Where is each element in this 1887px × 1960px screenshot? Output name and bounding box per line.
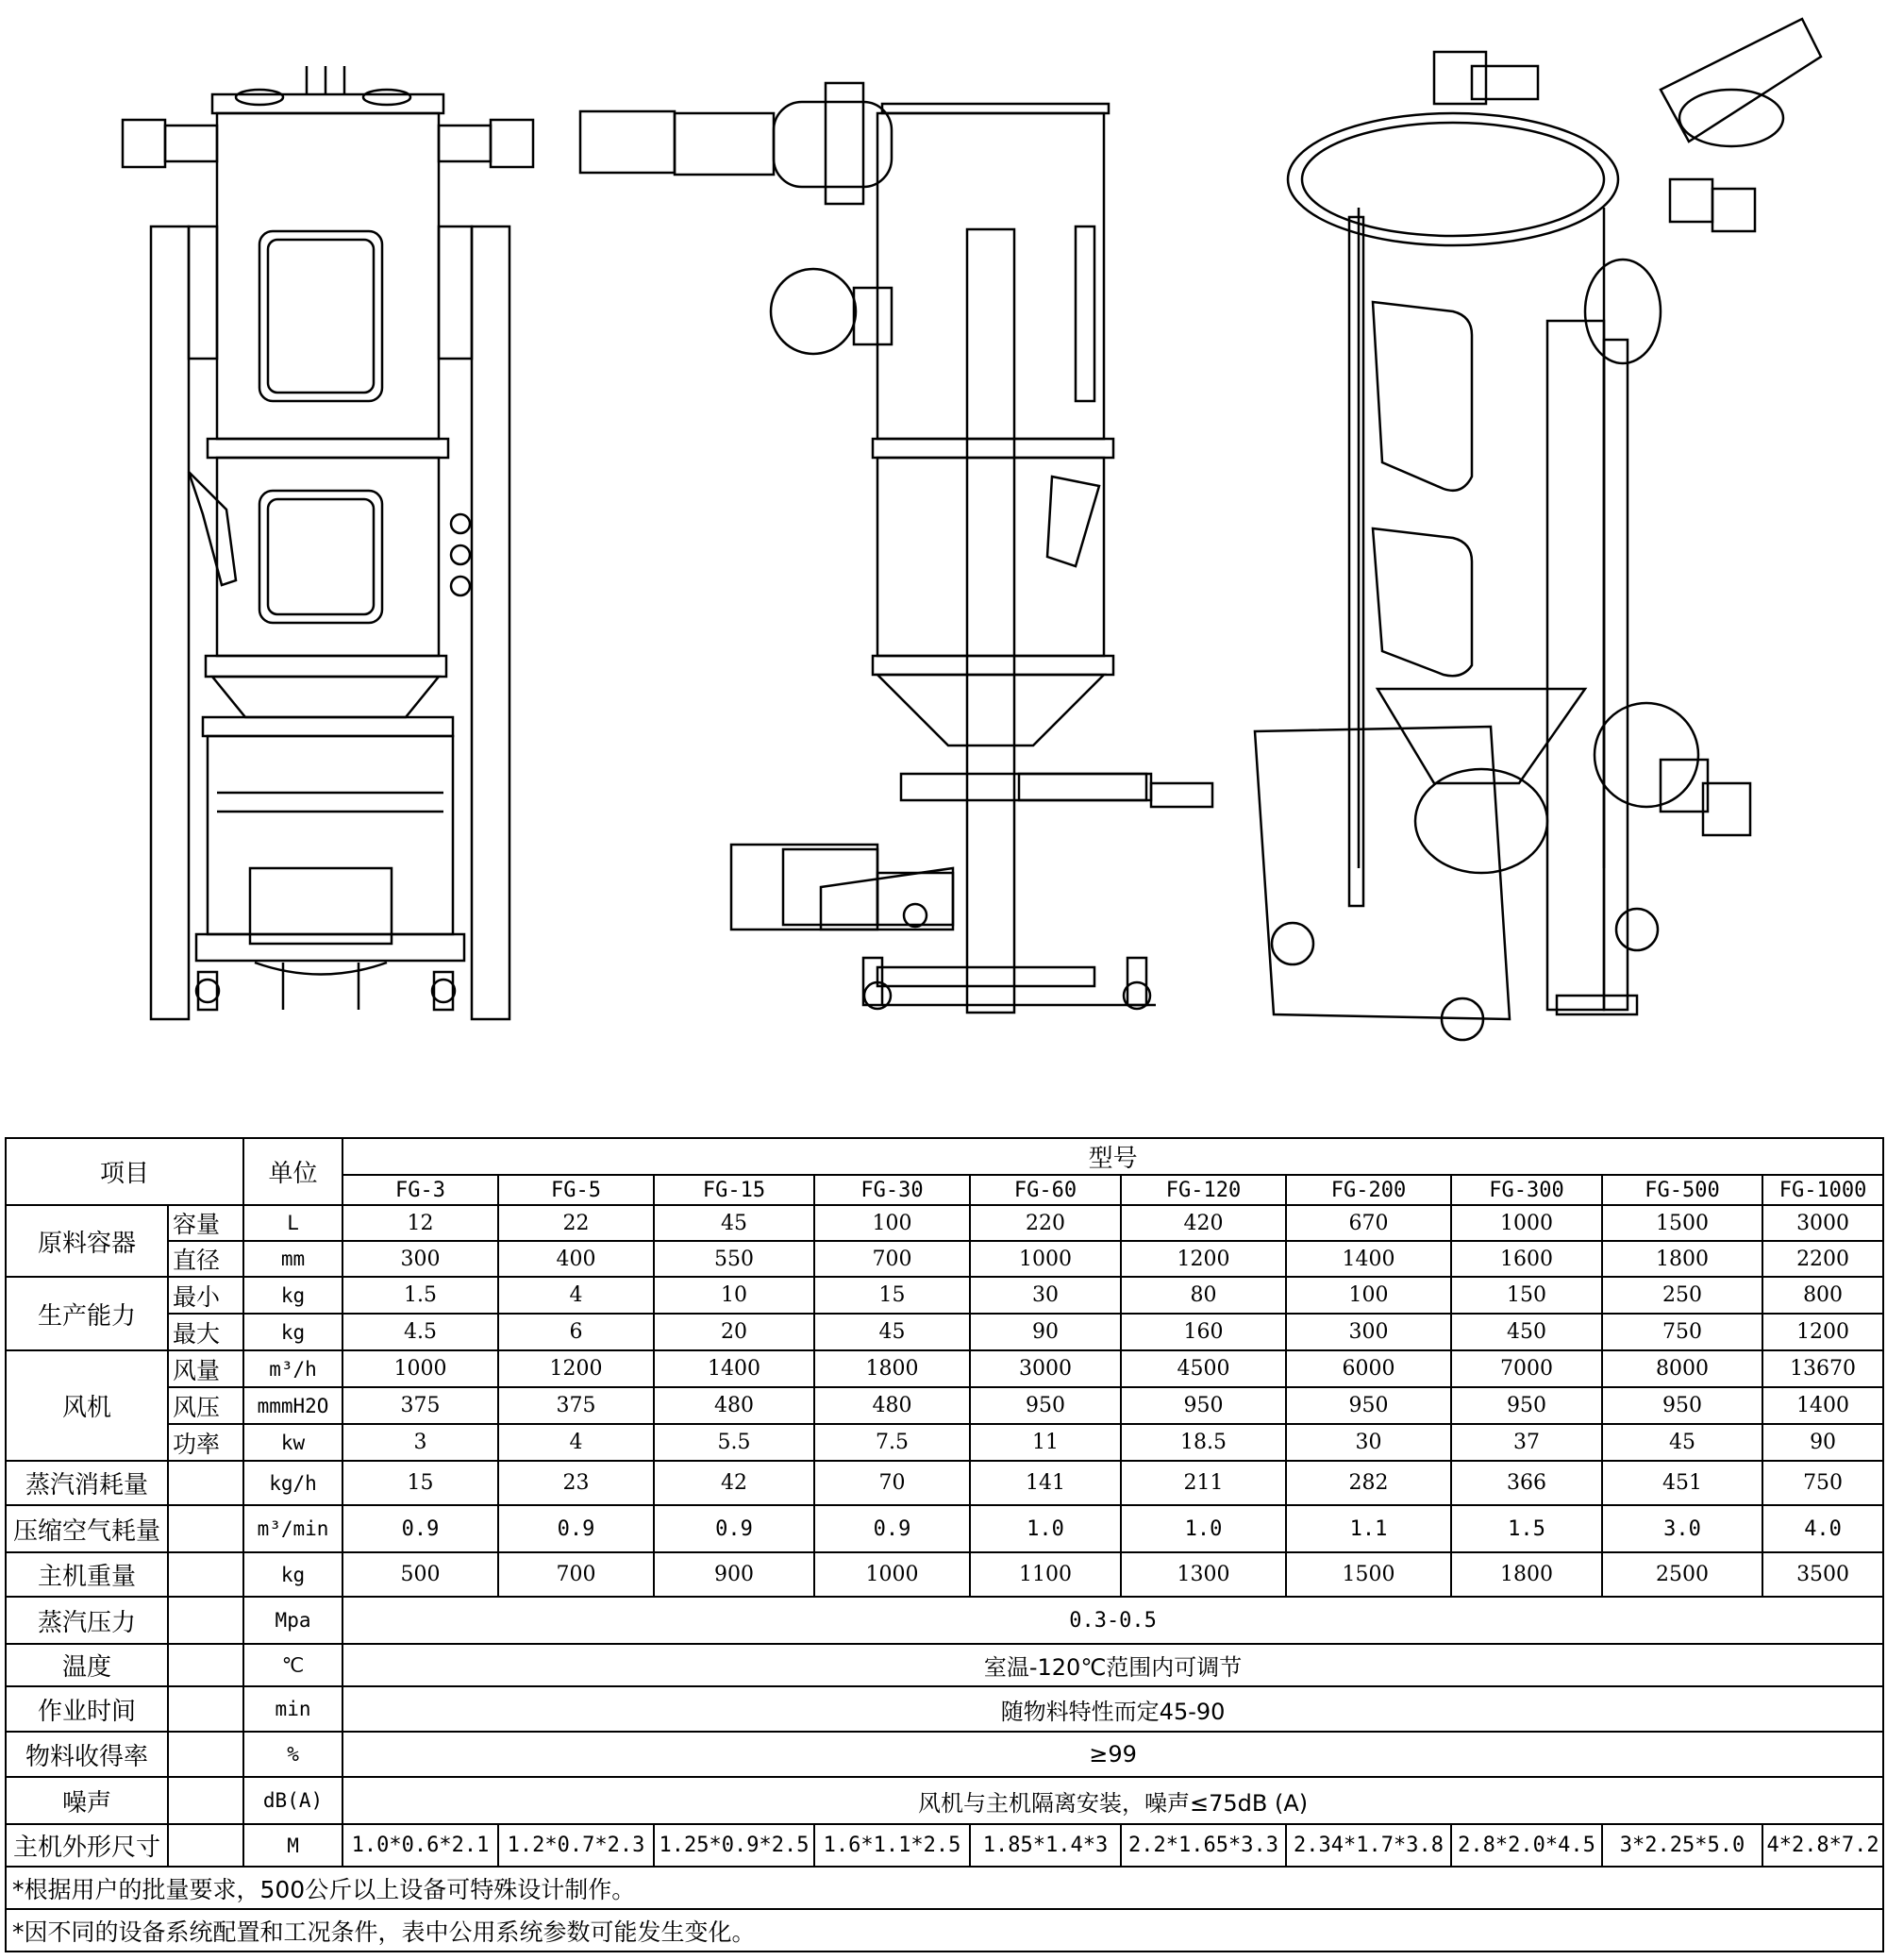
sub-name: 风压 [168,1387,243,1424]
front-view-drawing [123,66,533,1019]
unit-cell: M [243,1824,342,1867]
value-cell: 141 [970,1461,1121,1505]
value-cell: 3 [342,1424,498,1461]
span-value: 0.3-0.5 [342,1597,1883,1644]
value-cell: 1000 [342,1350,498,1387]
value-cell: 1400 [1762,1387,1883,1424]
value-cell: 7.5 [814,1424,970,1461]
item-name: 物料收得率 [6,1732,168,1777]
value-cell: 1200 [1121,1241,1286,1277]
value-cell: 1200 [1762,1314,1883,1350]
value-cell: 100 [814,1205,970,1241]
table-row [6,1350,1883,1387]
value-cell: 3.0 [1602,1505,1762,1552]
value-cell: 10 [654,1277,814,1314]
value-cell: 1.85*1.4*3 [970,1824,1121,1867]
value-cell: 3000 [970,1350,1121,1387]
value-cell: 1.0 [970,1505,1121,1552]
unit-cell: min [243,1686,342,1732]
sub-name: 风量 [168,1350,243,1387]
item-name: 蒸汽压力 [6,1597,168,1644]
value-cell: 70 [814,1461,970,1505]
item-name: 主机重量 [6,1552,168,1597]
table-row [6,1597,1883,1644]
value-cell: 1.25*0.9*2.5 [654,1824,814,1867]
table-row [6,1867,1883,1909]
value-cell: 45 [814,1314,970,1350]
value-cell: 45 [654,1205,814,1241]
value-cell: 750 [1602,1314,1762,1350]
value-cell: 1400 [654,1350,814,1387]
sub-name: 容量 [168,1205,243,1241]
unit-cell: dB(A) [243,1777,342,1824]
table-row [6,1552,1883,1597]
value-cell: 30 [970,1277,1121,1314]
value-cell: 400 [498,1241,654,1277]
value-cell: 4.0 [1762,1505,1883,1552]
unit-cell: kg [243,1552,342,1597]
value-cell: 211 [1121,1461,1286,1505]
sub-name: 直径 [168,1241,243,1277]
value-cell: 282 [1286,1461,1451,1505]
value-cell: 1800 [1451,1552,1602,1597]
item-name: 作业时间 [6,1686,168,1732]
table-row [6,1777,1883,1824]
header-unit: 单位 [243,1138,342,1205]
value-cell: 1800 [1602,1241,1762,1277]
value-cell: 1600 [1451,1241,1602,1277]
model-cell: FG-3 [342,1175,498,1205]
value-cell: 4500 [1121,1350,1286,1387]
value-cell: 1200 [498,1350,654,1387]
group-name: 风机 [6,1350,168,1461]
unit-cell: Mpa [243,1597,342,1644]
unit-cell: ℃ [243,1644,342,1686]
value-cell: 1.5 [1451,1505,1602,1552]
value-cell: 2200 [1762,1241,1883,1277]
value-cell: 1.2*0.7*2.3 [498,1824,654,1867]
value-cell: 451 [1602,1461,1762,1505]
table-row [6,1314,1883,1350]
footnote: *因不同的设备系统配置和工况条件，表中公用系统参数可能发生变化。 [6,1909,1883,1952]
value-cell: 1500 [1286,1552,1451,1597]
unit-cell: mmmH2O [243,1387,342,1424]
value-cell: 420 [1121,1205,1286,1241]
value-cell: 1100 [970,1552,1121,1597]
value-cell: 1.5 [342,1277,498,1314]
unit-cell: kg [243,1314,342,1350]
model-cell: FG-500 [1602,1175,1762,1205]
table-row [6,1644,1883,1686]
footnote: *根据用户的批量要求，500公斤以上设备可特殊设计制作。 [6,1867,1883,1909]
value-cell: 800 [1762,1277,1883,1314]
unit-cell: kg/h [243,1461,342,1505]
value-cell: 6000 [1286,1350,1451,1387]
value-cell: 1000 [1451,1205,1602,1241]
table-row [6,1824,1883,1867]
value-cell: 90 [1762,1424,1883,1461]
table-row [6,1909,1883,1952]
value-cell: 0.9 [342,1505,498,1552]
value-cell: 8000 [1602,1350,1762,1387]
model-cell: FG-30 [814,1175,970,1205]
model-cell: FG-1000 [1762,1175,1883,1205]
value-cell: 300 [1286,1314,1451,1350]
value-cell: 2500 [1602,1552,1762,1597]
value-cell: 1000 [814,1552,970,1597]
item-name: 压缩空气耗量 [6,1505,168,1552]
value-cell: 1300 [1121,1552,1286,1597]
value-cell: 42 [654,1461,814,1505]
value-cell: 22 [498,1205,654,1241]
value-cell: 550 [654,1241,814,1277]
value-cell: 250 [1602,1277,1762,1314]
value-cell: 4.5 [342,1314,498,1350]
table-row [6,1424,1883,1461]
value-cell: 375 [342,1387,498,1424]
value-cell: 480 [814,1387,970,1424]
value-cell: 15 [342,1461,498,1505]
value-cell: 80 [1121,1277,1286,1314]
value-cell: 2.34*1.7*3.8 [1286,1824,1451,1867]
value-cell: 23 [498,1461,654,1505]
value-cell: 950 [1286,1387,1451,1424]
value-cell: 950 [1121,1387,1286,1424]
value-cell: 37 [1451,1424,1602,1461]
table-row [6,1277,1883,1314]
group-name: 原料容器 [6,1205,168,1277]
item-name: 主机外形尺寸 [6,1824,168,1867]
model-cell: FG-15 [654,1175,814,1205]
value-cell: 220 [970,1205,1121,1241]
value-cell: 20 [654,1314,814,1350]
value-cell: 700 [814,1241,970,1277]
value-cell: 1.0*0.6*2.1 [342,1824,498,1867]
value-cell: 450 [1451,1314,1602,1350]
value-cell: 18.5 [1121,1424,1286,1461]
value-cell: 2.2*1.65*3.3 [1121,1824,1286,1867]
value-cell: 1500 [1602,1205,1762,1241]
unit-cell: kg [243,1277,342,1314]
sub-name: 最小 [168,1277,243,1314]
unit-cell: % [243,1732,342,1777]
unit-cell: L [243,1205,342,1241]
value-cell: 1.6*1.1*2.5 [814,1824,970,1867]
model-cell: FG-120 [1121,1175,1286,1205]
isometric-view-drawing [1255,19,1821,1040]
value-cell: 100 [1286,1277,1451,1314]
value-cell: 1.0 [1121,1505,1286,1552]
value-cell: 3*2.25*5.0 [1602,1824,1762,1867]
value-cell: 4 [498,1277,654,1314]
value-cell: 90 [970,1314,1121,1350]
value-cell: 1400 [1286,1241,1451,1277]
group-name: 生产能力 [6,1277,168,1350]
value-cell: 1.1 [1286,1505,1451,1552]
unit-cell: kw [243,1424,342,1461]
value-cell: 1800 [814,1350,970,1387]
span-value: 随物料特性而定45-90 [342,1686,1883,1732]
value-cell: 900 [654,1552,814,1597]
value-cell: 300 [342,1241,498,1277]
value-cell: 750 [1762,1461,1883,1505]
value-cell: 15 [814,1277,970,1314]
value-cell: 2.8*2.0*4.5 [1451,1824,1602,1867]
value-cell: 30 [1286,1424,1451,1461]
span-value: 室温-120℃范围内可调节 [342,1644,1883,1686]
table-row [6,1461,1883,1505]
table-row [6,1686,1883,1732]
item-name: 蒸汽消耗量 [6,1461,168,1505]
model-cell: FG-200 [1286,1175,1451,1205]
table-row [6,1387,1883,1424]
item-name: 噪声 [6,1777,168,1824]
table-row [6,1505,1883,1552]
value-cell: 4 [498,1424,654,1461]
value-cell: 950 [970,1387,1121,1424]
value-cell: 3500 [1762,1552,1883,1597]
table-row [6,1732,1883,1777]
value-cell: 700 [498,1552,654,1597]
header-model: 型号 [342,1138,1883,1175]
side-view-drawing [580,83,1212,1013]
value-cell: 1000 [970,1241,1121,1277]
value-cell: 375 [498,1387,654,1424]
span-value: ≥99 [342,1732,1883,1777]
value-cell: 500 [342,1552,498,1597]
unit-cell: m³/h [243,1350,342,1387]
model-cell: FG-60 [970,1175,1121,1205]
value-cell: 480 [654,1387,814,1424]
header-item: 项目 [6,1138,243,1205]
unit-cell: m³/min [243,1505,342,1552]
table-row [6,1205,1883,1241]
span-value: 风机与主机隔离安装，噪声≤75dB (A) [342,1777,1883,1824]
value-cell: 950 [1602,1387,1762,1424]
table-row [6,1241,1883,1277]
value-cell: 45 [1602,1424,1762,1461]
value-cell: 12 [342,1205,498,1241]
spec-table [5,1137,1884,1952]
model-cell: FG-5 [498,1175,654,1205]
value-cell: 11 [970,1424,1121,1461]
value-cell: 3000 [1762,1205,1883,1241]
value-cell: 366 [1451,1461,1602,1505]
value-cell: 160 [1121,1314,1286,1350]
value-cell: 4*2.8*7.2 [1762,1824,1883,1867]
value-cell: 150 [1451,1277,1602,1314]
value-cell: 5.5 [654,1424,814,1461]
value-cell: 0.9 [814,1505,970,1552]
value-cell: 7000 [1451,1350,1602,1387]
value-cell: 670 [1286,1205,1451,1241]
value-cell: 6 [498,1314,654,1350]
value-cell: 950 [1451,1387,1602,1424]
value-cell: 13670 [1762,1350,1883,1387]
sub-name: 最大 [168,1314,243,1350]
unit-cell: mm [243,1241,342,1277]
value-cell: 0.9 [654,1505,814,1552]
model-cell: FG-300 [1451,1175,1602,1205]
item-name: 温度 [6,1644,168,1686]
sub-name: 功率 [168,1424,243,1461]
value-cell: 0.9 [498,1505,654,1552]
